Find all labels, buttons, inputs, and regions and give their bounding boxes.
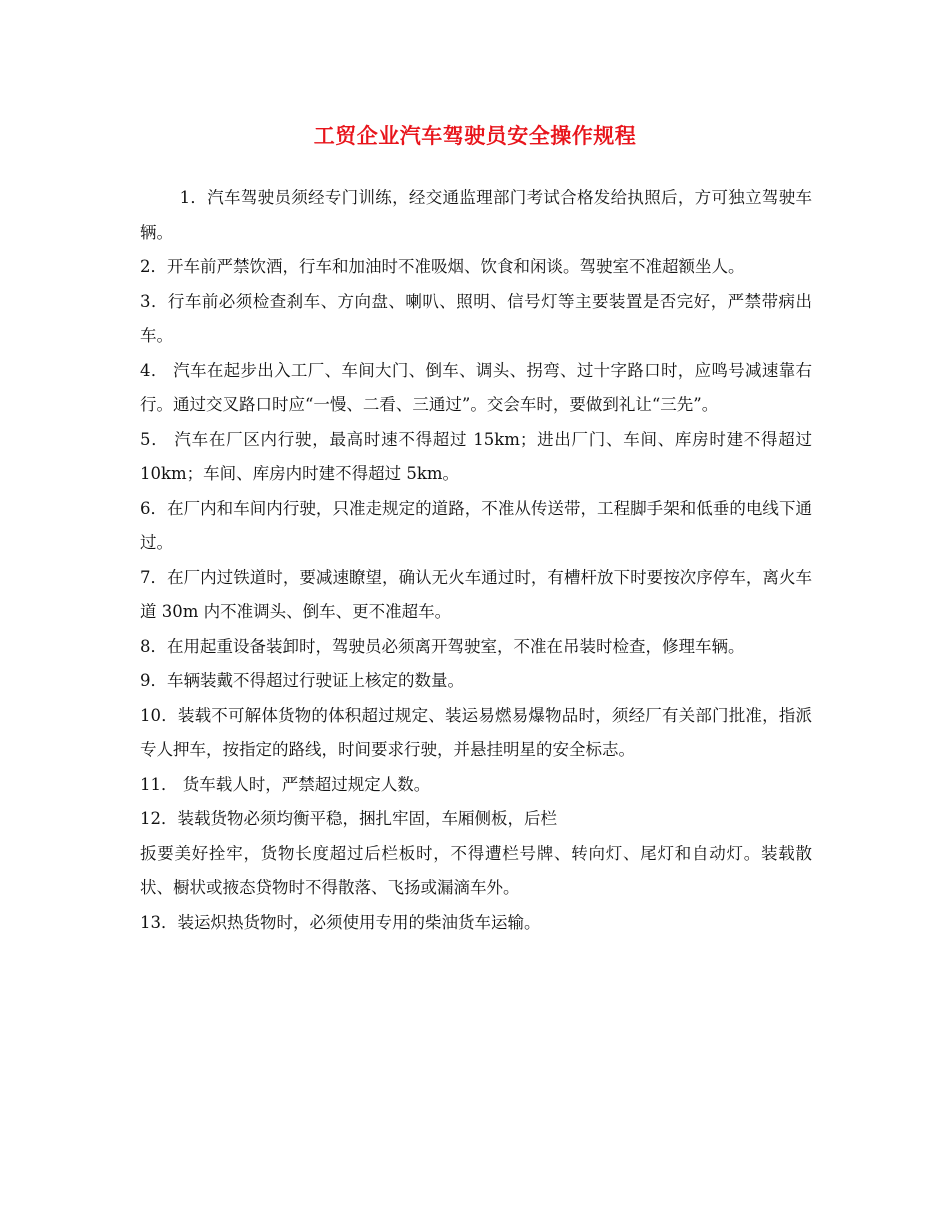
paragraph-rule-4: 4． 汽车在起步出入工厂、车间大门、倒车、调头、拐弯、过十字路口时，应鸣号减速靠右行。通过交叉路口时应“一慢、二看、三通过”。交会车时，要做到礼让“三先”。 — [140, 360, 812, 414]
paragraph-rule-8: 8．在用起重设备装卸时，驾驶员必须离开驾驶室，不准在吊装时检查，修理车辆。 — [140, 636, 745, 656]
paragraph-rule-12-continued: 扳要美好拴牢，货物长度超过后栏板时，不得遭栏号牌、转向灯、尾灯和自动灯。装载散状、橱状或掖态贷物时不得散落、飞扬或漏滴车外。 — [140, 843, 812, 897]
paragraph-rule-5: 5． 汽车在厂区内行驶，最高时速不得超过 15km；进出厂门、车间、库房时建不得超过 10km；车间、库房内时建不得超过 5km。 — [140, 429, 812, 483]
paragraph-rule-3: 3．行车前必须检查刹车、方向盘、喇叭、照明、信号灯等主要装置是否完好，严禁带病出车。 — [140, 291, 812, 345]
paragraph-rule-10: 10．装载不可解体货物的体积超过规定、装运易燃易爆物品时，须经厂有关部门批准，指派专人押车，按指定的路线，时间要求行驶，并悬挂明星的安全标志。 — [140, 705, 812, 759]
paragraph-rule-11: 11． 货车载人时，严禁超过规定人数。 — [140, 774, 431, 794]
paragraph-rule-12: 12．装载货物必须均衡平稳，捆扎牢固，车厢侧板，后栏 — [140, 809, 557, 828]
document-body — [140, 181, 812, 940]
paragraph-rule-9: 9．车辆装戴不得超过行驶证上核定的数量。 — [140, 671, 464, 690]
paragraph-rule-13: 13．装运炽热货物时，必须使用专用的柴油货车运输。 — [140, 912, 541, 932]
paragraph-rule-2: 2．开车前严禁饮酒，行车和加油时不准吸烟、饮食和闲谈。驾驶室不准超额坐人。 — [140, 257, 745, 276]
paragraph-rule-6: 6．在厂内和车间内行驶，只准走规定的道路，不准从传送带，工程脚手架和低垂的电线下通过。 — [140, 498, 812, 552]
paragraph-rule-7: 7．在厂内过铁道时，要减速瞭望，确认无火车通过时，有槽杆放下时要按次序停车，离火车道 30m 内不准调头、倒车、更不准超车。 — [140, 567, 812, 621]
document-title: 工贸企业汽车驾驶员安全操作规程 — [313, 124, 637, 148]
paragraph-rule-1: 1．汽车驾驶员须经专门训练，经交通监理部门考试合格发给执照后，方可独立驾驶车辆。 — [140, 188, 812, 242]
